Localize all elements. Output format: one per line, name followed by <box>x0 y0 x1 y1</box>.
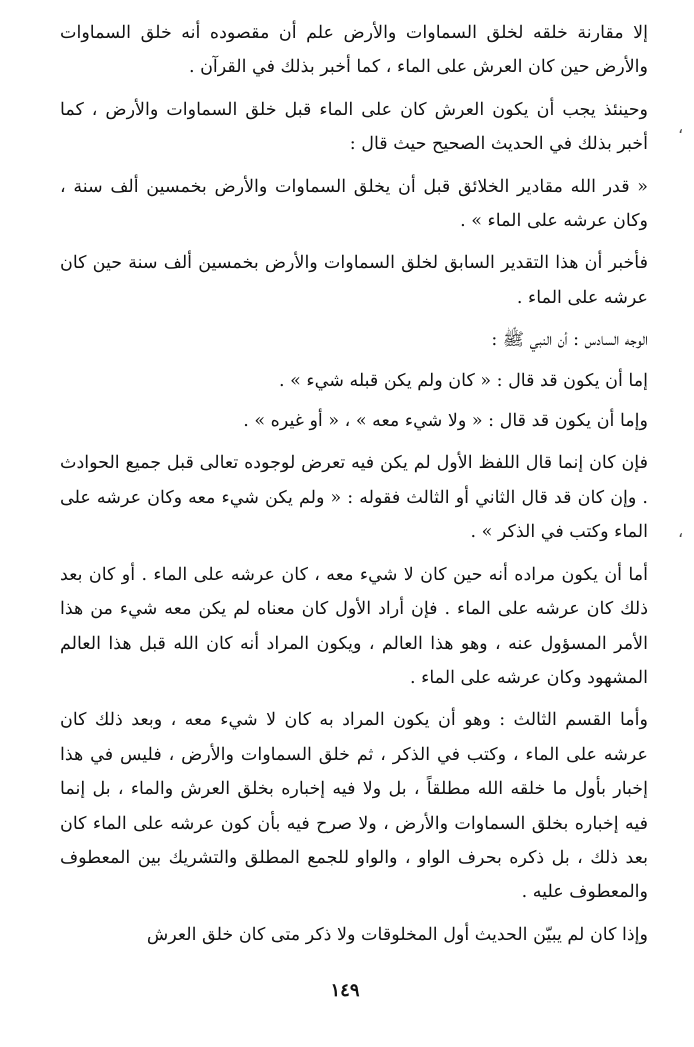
paragraph-9: أما أن يكون مراده أنه حين كان لا شيء معه ، كان عرشه على الماء . أو كان بعد ذلك كان عرشه على الماء . فإن أراد الأول كان معناه لم يكن معه شيء من هذا الأمر المسؤول عنه ، وهو هذا العالم ، ويكون المراد أنه كان الله قبل هذا العالم المشهود وكان عرشه على الماء . <box>60 564 648 688</box>
paragraph-1: إلا مقارنة خلقه لخلق السماوات والأرض علم أن مقصوده أنه خلق السماوات والأرض حين كان العرش على الماء ، كما أخبر بذلك في القرآن . <box>60 23 648 78</box>
body-text <box>60 16 648 952</box>
paragraph-6-first-wording: إما أن يكون قد قال : « كان ولم يكن قبله شيء » . <box>279 370 648 391</box>
paragraph-7-second-wording: وإما أن يكون قد قال : « ولا شيء معه » ، « أو غيره » . <box>243 411 648 432</box>
paragraph-5-sixth-aspect: الوجه السادس : أن النبي ﷺ : <box>491 330 648 351</box>
margin-mark: ، <box>678 118 684 137</box>
paragraph-2: وحينئذ يجب أن يكون العرش كان على الماء قبل خلق السماوات والأرض ، كما أخبر بذلك في الحديث الصحيح حيث قال : <box>60 99 648 155</box>
paragraph-8: فإن كان إنما قال اللفظ الأول لم يكن فيه تعرض لوجوده تعالى قبل جميع الحوادث . وإن كان قد قال الثاني أو الثالث فقوله : « ولم يكن شيء معه وكان عرشه على الماء وكتب في الذكر » . <box>60 453 648 543</box>
paragraph-3-hadith-quote: « قدر الله مقادير الخلائق قبل أن يخلق السماوات والأرض بخمسين ألف سنة ، وكان عرشه على الماء » . <box>60 176 648 232</box>
paragraph-11: وإذا كان لم يبيّن الحديث أول المخلوقات ولا ذكر متى كان خلق العرش <box>146 924 648 945</box>
paragraph-10-third-section: وأما القسم الثالث : وهو أن يكون المراد به كان لا شيء معه ، وبعد ذلك كان عرشه على الماء ، وكتب في الذكر ، ثم خلق السماوات والأرض ، فليس في هذا إخبار بأول ما خلقه الله مطلقاً ، بل ولا فيه إخباره بخلق العرش والماء ، بل إنما فيه إخباره بخلق السماوات والأرض ، ولا صرح فيه بأن كون عرشه على الماء كان بعد ذلك ، بل ذكره بحرف الواو ، والواو للجمع المطلق والتشريك بين المعطوف والمعطوف عليه . <box>60 710 648 903</box>
margin-mark: ، <box>678 522 684 541</box>
paragraph-4: فأخبر أن هذا التقدير السابق لخلق السماوات والأرض بخمسين ألف سنة حين كان عرشه على الماء . <box>60 253 648 308</box>
page-number: ١٤٩ <box>330 980 360 1001</box>
